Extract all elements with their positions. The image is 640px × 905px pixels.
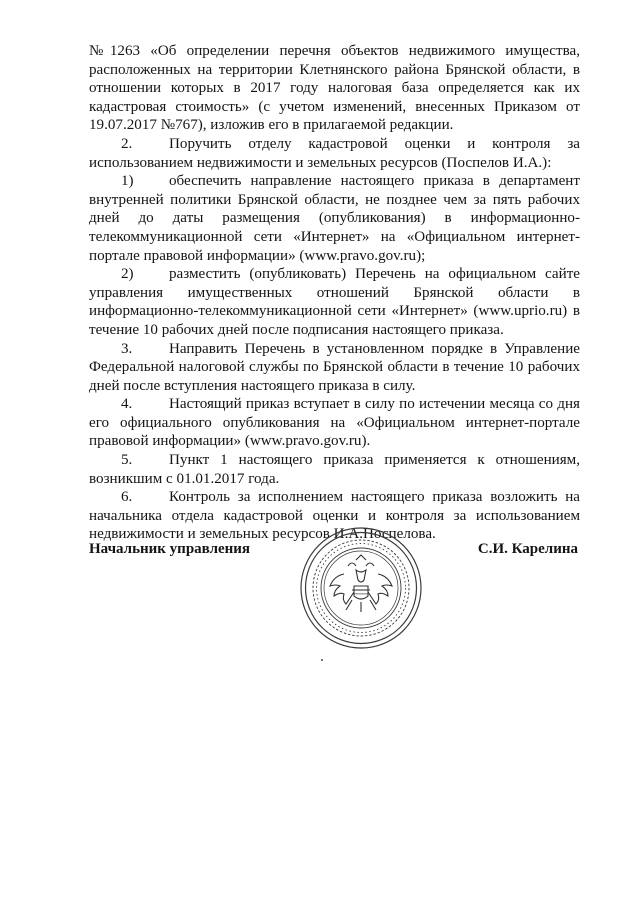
paragraph-item-5 <box>89 451 580 488</box>
paragraph-subitem-2 <box>89 265 580 339</box>
signatory-position: Начальник управления <box>89 541 251 557</box>
official-seal-stamp <box>282 522 440 654</box>
eagle-emblem-icon <box>330 555 392 612</box>
paragraph-text: Настоящий приказ вступает в силу по истечении месяца со дня его официального опубликования на «Официальном интернет-портале правовой информации» (www.pravo.gov.ru). <box>89 396 580 450</box>
document-body <box>89 42 580 544</box>
seal-ink-marks <box>352 589 370 595</box>
item-number: 2. <box>121 135 133 152</box>
signatory-name: С.И. Карелина <box>477 541 578 557</box>
paragraph-text: Пункт 1 настоящего приказа применяется к отношениям, возникшим с 01.01.2017 года. <box>89 452 580 487</box>
scan-speck <box>321 659 323 661</box>
paragraph-text: обеспечить направление настоящего приказа в департамент внутренней политики Брянской области, не позднее чем за пять рабочих дней до даты размещения (опубликования) в информационно-телекоммуникационной сети «Интернет» на «Официальном интернет-портале правовой информации» (www.pravo.gov.ru); <box>89 173 580 264</box>
paragraph-item-2 <box>89 135 580 172</box>
item-number: 3. <box>121 340 133 357</box>
paragraph-item-4 <box>89 395 580 451</box>
item-number: 5. <box>121 452 133 469</box>
item-number: 1) <box>121 173 134 190</box>
paragraph-item-3 <box>89 340 580 396</box>
item-number: 4. <box>121 396 133 413</box>
paragraph-text: Направить Перечень в установленном порядке в Управление Федеральной налоговой службы по Брянской области в течение 10 рабочих дней после вступления настоящего приказа в силу. <box>89 340 580 394</box>
item-number: 6. <box>121 489 133 506</box>
paragraph-text: №1263 «Об определении перечня объектов недвижимого имущества, расположенных на территории Клетнянского района Брянской области, в отношении которых в 2017 году налоговая база определяется как их кадастровая стоимость» (с учетом изменений, внесенных Приказом от 19.07.2017 №767), изложив его в прилагаемой редакции. <box>89 43 580 134</box>
paragraph-text: Контроль за исполнением настоящего приказа возложить на начальника отдела кадастровой оценки и контроля за использованием недвижимости и земельных ресурсов И.А.Поспелова. <box>89 489 580 543</box>
paragraph-text: Поручить отделу кадастровой оценки и контроля за использованием недвижимости и земельных ресурсов (Поспелов И.А.): <box>89 135 580 171</box>
paragraph-text: разместить (опубликовать) Перечень на официальном сайте управления имущественных отношений Брянской области в информационно-телекоммуникационной сети «Интернет» (www.uprio.ru) в течение 10 рабочих дней после подписания настоящего приказа. <box>89 266 580 338</box>
paragraph-continuation <box>89 42 580 135</box>
item-number: 2) <box>121 266 134 283</box>
paragraph-subitem-1 <box>89 172 580 265</box>
seal-rings <box>301 528 421 648</box>
